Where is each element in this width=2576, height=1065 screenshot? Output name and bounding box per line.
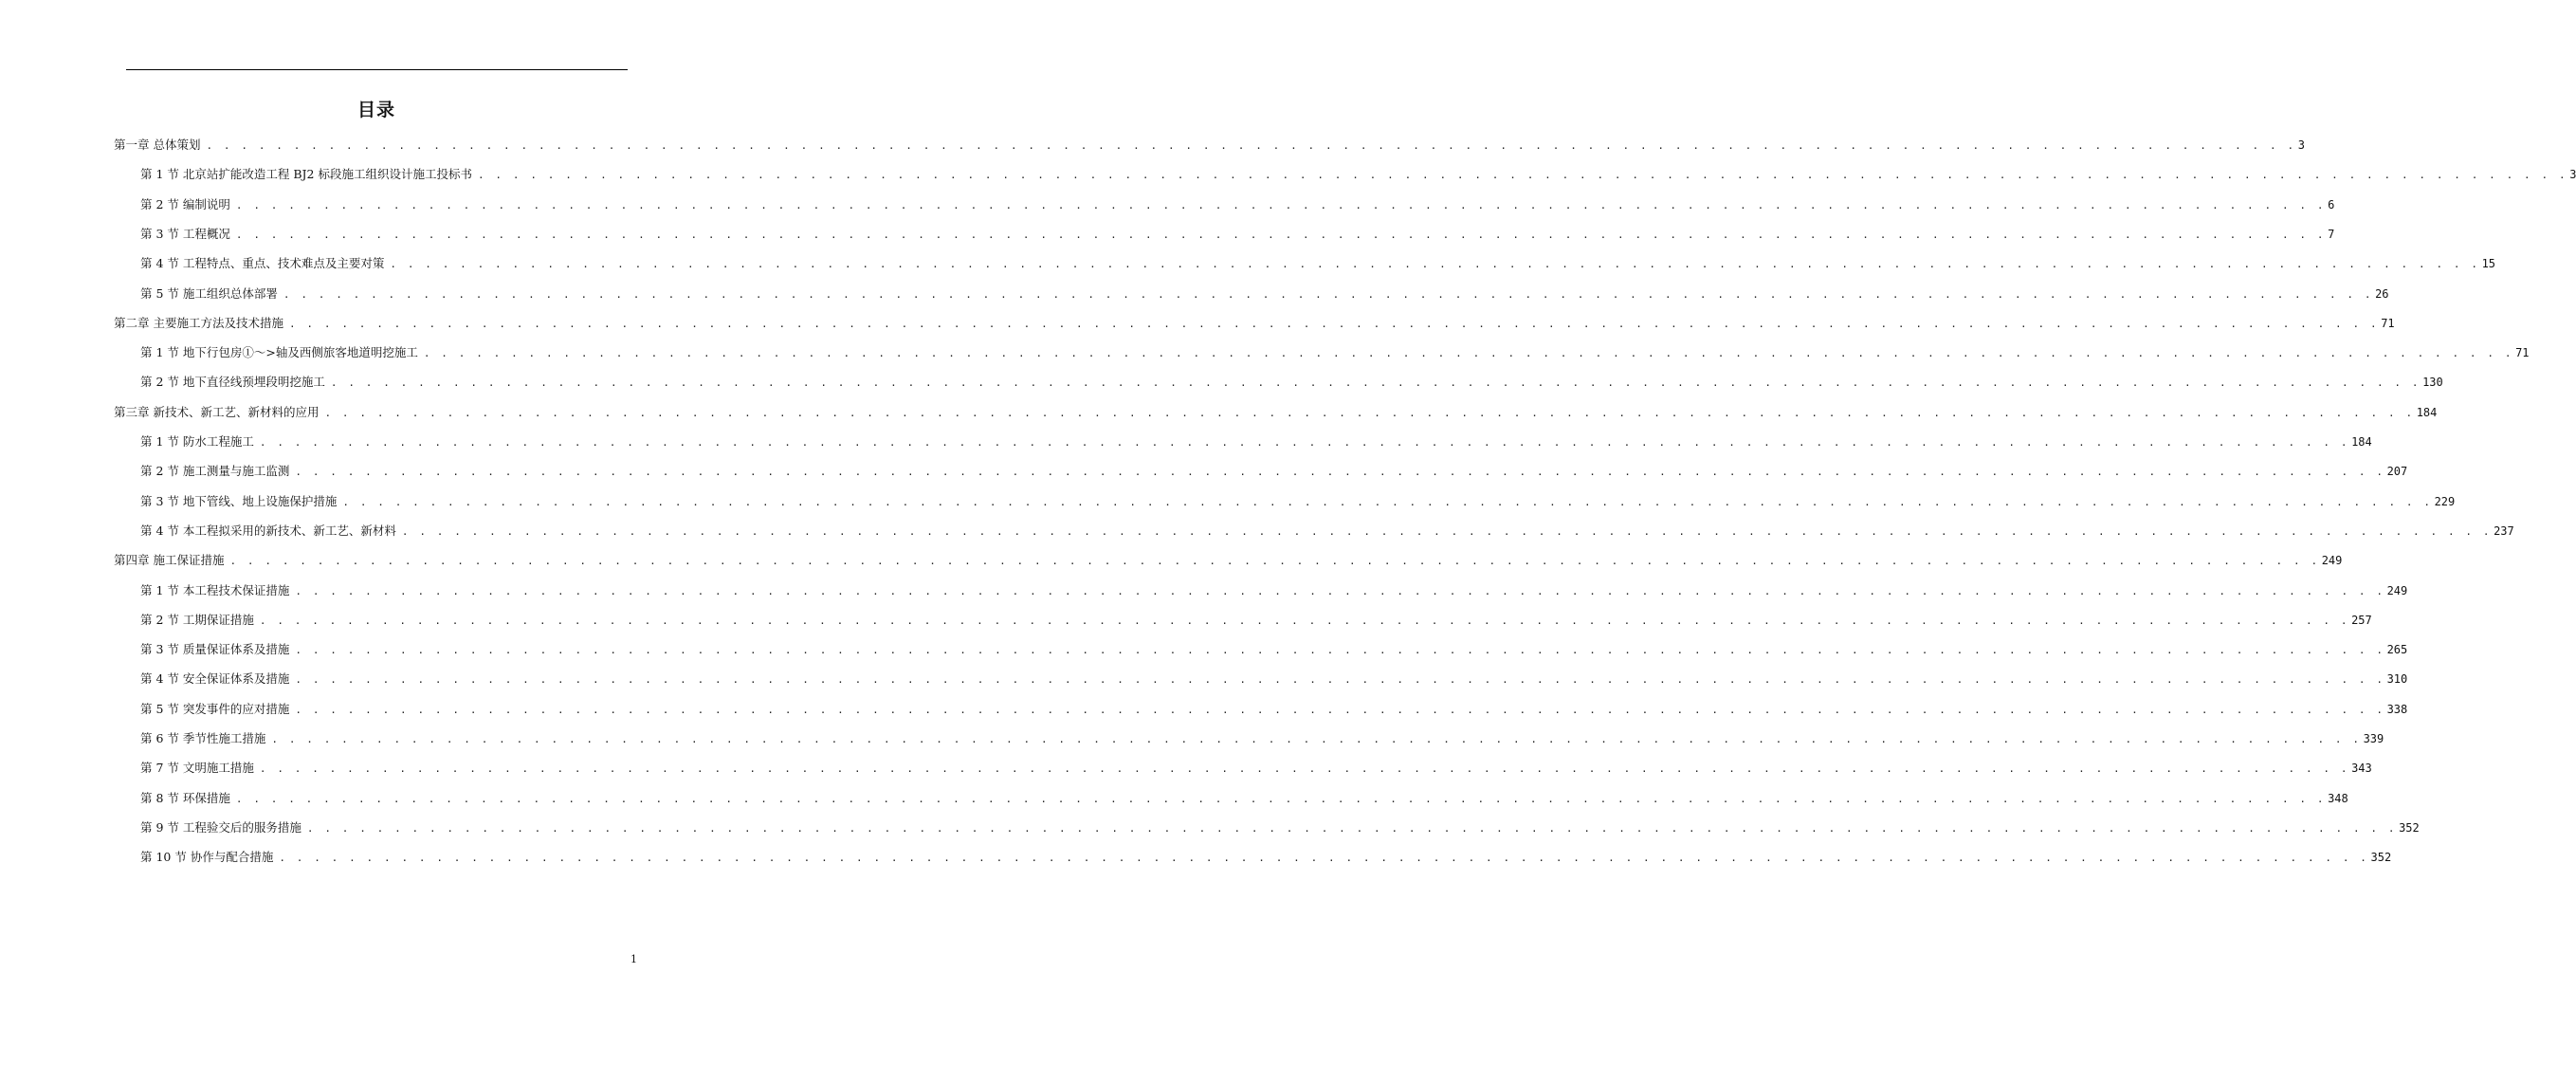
toc-entry-label: 第 1 节 本工程技术保证措施 (140, 582, 290, 597)
toc-entry-page: 237 (2494, 523, 2514, 538)
toc-chapter-entry[interactable] (114, 315, 2395, 332)
toc-section-entry[interactable] (140, 226, 2335, 243)
toc-section-entry[interactable] (140, 701, 2408, 718)
toc-entry-page: 229 (2434, 494, 2456, 508)
toc-section-entry[interactable] (140, 849, 2392, 866)
toc-dot-leader: . . . . . . . . . . . . . . . . . . . . . . . . . . . . . . . . . . . . . . . . . . . . . . . . . . . . . . . . . . . . . . . . . . . . . . . . . . . . . . . . . . . . . . . . . . . . . . . . . . . . . . . . . . . . . . . . . . . . . . . . (324, 406, 2415, 419)
toc-dot-leader: . . . . . . . . . . . . . . . . . . . . . . . . . . . . . . . . . . . . . . . . . . . . . . . . . . . . . . . . . . . . . . . . . . . . . . . . . . . . . . . . . . . . . . . . . . . . . . . . . . . . . . . . . . . . . . . . . . . . . . . . (330, 376, 2421, 390)
toc-title: 目录 (356, 100, 395, 120)
toc-dot-leader: . . . . . . . . . . . . . . . . . . . . . . . . . . . . . . . . . . . . . . . . . . . . . . . . . . . . . . . . . . . . . . . . . . . . . . . . . . . . . . . . . . . . . . . . . . . . . . . . . . . . . . . . . . . . . . . . . . . . . . . . (295, 673, 2385, 687)
toc-entry-page: 130 (2422, 376, 2443, 390)
toc-entry-page: 207 (2386, 465, 2408, 479)
toc-entry-page: 352 (2399, 820, 2420, 835)
toc-entry-page: 71 (2381, 316, 2395, 330)
toc-entry-label: 第 6 节 季节性施工措施 (140, 731, 266, 745)
toc-dot-leader: . . . . . . . . . . . . . . . . . . . . . . . . . . . . . . . . . . . . . . . . . . . . . . . . . . . . . . . . . . . . . . . . . . . . . . . . . . . . . . . . . . . . . . . . . . . . . . . . . . . . . . . . . . . . . . . . . . . . . . . . (259, 436, 2350, 449)
toc-entry-page: 352 (2370, 851, 2392, 865)
toc-section-entry[interactable] (140, 374, 2443, 391)
toc-entry-page: 249 (2321, 554, 2343, 568)
toc-dot-leader: . . . . . . . . . . . . . . . . . . . . . . . . . . . . . . . . . . . . . . . . . . . . . . . . . . . . . . . . . . . . . . . . . . . . . . . . . . . . . . . . . . . . . . . . . . . . . . . . . . . . . . . . . . . . . . . . . . . . . . . . (259, 762, 2350, 776)
toc-section-entry[interactable] (140, 523, 2514, 540)
toc-entry-label: 第二章 主要施工方法及技术措施 (114, 315, 283, 330)
toc-dot-leader: . . . . . . . . . . . . . . . . . . . . . . . . . . . . . . . . . . . . . . . . . . . . . . . . . . . . . . . . . . . . . . . . . . . . . . . . . . . . . . . . . . . . . . . . . . . . . . . . . . . . . . . . . . . . . . . . . . . . . . . . (271, 733, 2362, 745)
toc-chapter-entry[interactable] (114, 137, 2305, 154)
toc-entry-label: 第四章 施工保证措施 (114, 553, 225, 568)
toc-entry-label: 第 3 节 地下管线、地上设施保护措施 (140, 493, 338, 508)
toc-entry-page: 310 (2386, 672, 2408, 687)
toc-dot-leader: . . . . . . . . . . . . . . . . . . . . . . . . . . . . . . . . . . . . . . . . . . . . . . . . . . . . . . . . . . . . . . . . . . . . . . . . . . . . . . . . . . . . . . . . . . . . . . . . . . . . . . . . . . . . . . . . . . . . . . . . (342, 495, 2433, 508)
toc-entry-page: 338 (2386, 702, 2408, 716)
toc-entry-label: 第 3 节 工程概况 (140, 226, 230, 241)
toc-entry-label: 第 4 节 工程特点、重点、技术难点及主要对策 (140, 256, 385, 271)
toc-entry-label: 第 3 节 质量保证体系及措施 (140, 642, 290, 657)
toc-entry-label: 第 1 节 地下行包房①～>轴及西侧旅客地道明挖施工 (140, 345, 418, 360)
toc-entry-page: 15 (2481, 257, 2496, 271)
toc-dot-leader: . . . . . . . . . . . . . . . . . . . . . . . . . . . . . . . . . . . . . . . . . . . . . . . . . . . . . . . . . . . . . . . . . . . . . . . . . . . . . . . . . . . . . . . . . . . . . . . . . . . . . . . . . . . . . . . . . . . . . . . . (295, 644, 2385, 657)
toc-dot-leader: . . . . . . . . . . . . . . . . . . . . . . . . . . . . . . . . . . . . . . . . . . . . . . . . . . . . . . . . . . . . . . . . . . . . . . . . . . . . . . . . . . . . . . . . . . . . . . . . . . . . . . . . . . . . . . . . . . . . . . . . (235, 198, 2327, 211)
toc-entry-label: 第 10 节 协作与配合措施 (140, 850, 274, 865)
toc-section-entry[interactable] (140, 790, 2348, 807)
header-rule (126, 69, 628, 70)
toc-section-entry[interactable] (140, 463, 2408, 480)
toc-chapter-entry[interactable] (114, 404, 2438, 421)
toc-entry-label: 第 7 节 文明施工措施 (140, 761, 254, 776)
toc-entry-label: 第 5 节 施工组织总体部署 (140, 285, 278, 301)
toc-entry-label: 第 4 节 本工程拟采用的新技术、新工艺、新材料 (140, 523, 396, 538)
toc-entry-page: 249 (2386, 583, 2408, 597)
toc-dot-leader: . . . . . . . . . . . . . . . . . . . . . . . . . . . . . . . . . . . . . . . . . . . . . . . . . . . . . . . . . . . . . . . . . . . . . . . . . . . . . . . . . . . . . . . . . . . . . . . . . . . . . . . . . . . . . . . . . . . . . . . . (235, 792, 2327, 805)
toc-section-entry[interactable] (140, 670, 2408, 688)
toc-section-entry[interactable] (140, 433, 2372, 450)
toc-entry-label: 第 1 节 北京站扩能改造工程 BJ2 标段施工组织设计施工投标书 (140, 167, 472, 182)
toc-dot-leader: . . . . . . . . . . . . . . . . . . . . . . . . . . . . . . . . . . . . . . . . . . . . . . . . . . . . . . . . . . . . . . . . . . . . . . . . . . . . . . . . . . . . . . . . . . . . . . . . . . . . . . . . . . . . . . . . . . . . . . . . (401, 524, 2493, 538)
toc-dot-leader: . . . . . . . . . . . . . . . . . . . . . . . . . . . . . . . . . . . . . . . . . . . . . . . . . . . . . . . . . . . . . . . . . . . . . . . . . . . . . . . . . . . . . . . . . . . . . . . . . . . . . . . . . . . . . . . . . . . . . . . . (295, 703, 2385, 716)
toc-entry-label: 第一章 总体策划 (114, 138, 201, 152)
toc-entry-label: 第 4 节 安全保证体系及措施 (140, 671, 290, 687)
toc-section-entry[interactable] (140, 255, 2496, 272)
toc-dot-leader: . . . . . . . . . . . . . . . . . . . . . . . . . . . . . . . . . . . . . . . . . . . . . . . . . . . . . . . . . . . . . . . . . . . . . . . . . . . . . . . . . . . . . . . . . . . . . . . . . . . . . . . . . . . . . . . . . . . . . . . . (423, 347, 2514, 360)
toc-entry-label: 第 2 节 施工测量与施工监测 (140, 464, 290, 479)
toc-section-entry[interactable] (140, 760, 2372, 777)
toc-section-entry[interactable] (140, 344, 2530, 361)
toc-section-entry[interactable] (140, 285, 2389, 303)
toc-dot-leader: . . . . . . . . . . . . . . . . . . . . . . . . . . . . . . . . . . . . . . . . . . . . . . . . . . . . . . . . . . . . . . . . . . . . . . . . . . . . . . . . . . . . . . . . . . . . . . . . . . . . . . . . . . . . . . . . . . . . . . . . (390, 258, 2480, 271)
toc-section-entry[interactable] (140, 166, 2576, 183)
toc-entry-page: 257 (2351, 613, 2372, 627)
toc-entry-label: 第三章 新技术、新工艺、新材料的应用 (114, 404, 320, 419)
toc-entry-page: 3 (2569, 168, 2576, 182)
toc-dot-leader: . . . . . . . . . . . . . . . . . . . . . . . . . . . . . . . . . . . . . . . . . . . . . . . . . . . . . . . . . . . . . . . . . . . . . . . . . . . . . . . . . . . . . . . . . . . . . . . . . . . . . . . . . . . . . . . . . . . . . . . . (295, 466, 2385, 479)
toc-entry-label: 第 9 节 工程验交后的服务措施 (140, 819, 301, 835)
toc-entry-page: 184 (2416, 405, 2438, 419)
toc-entry-page: 6 (2328, 197, 2335, 211)
toc-entry-page: 184 (2351, 435, 2372, 449)
toc-entry-page: 26 (2375, 286, 2389, 301)
toc-dot-leader: . . . . . . . . . . . . . . . . . . . . . . . . . . . . . . . . . . . . . . . . . . . . . . . . . . . . . . . . . . . . . . . . . . . . . . . . . . . . . . . . . . . . . . . . . . . . . . . . . . . . . . . . . . . . . . . . . . . . . . . . (283, 287, 2374, 301)
toc-dot-leader: . . . . . . . . . . . . . . . . . . . . . . . . . . . . . . . . . . . . . . . . . . . . . . . . . . . . . . . . . . . . . . . . . . . . . . . . . . . . . . . . . . . . . . . . . . . . . . . . . . . . . . . . . . . . . . . . . . . . . . . . (206, 139, 2296, 152)
toc-dot-leader: . . . . . . . . . . . . . . . . . . . . . . . . . . . . . . . . . . . . . . . . . . . . . . . . . . . . . . . . . . . . . . . . . . . . . . . . . . . . . . . . . . . . . . . . . . . . . . . . . . . . . . . . . . . . . . . . . . . . . . . . (279, 852, 2369, 865)
toc-entry-page: 343 (2351, 762, 2372, 776)
toc-entry-page: 348 (2328, 791, 2348, 805)
toc-entry-page: 3 (2297, 138, 2305, 152)
toc-dot-leader: . . . . . . . . . . . . . . . . . . . . . . . . . . . . . . . . . . . . . . . . . . . . . . . . . . . . . . . . . . . . . . . . . . . . . . . . . . . . . . . . . . . . . . . . . . . . . . . . . . . . . . . . . . . . . . . . . . . . . . . . (235, 228, 2327, 241)
toc-section-entry[interactable] (140, 730, 2384, 747)
toc-dot-leader: . . . . . . . . . . . . . . . . . . . . . . . . . . . . . . . . . . . . . . . . . . . . . . . . . . . . . . . . . . . . . . . . . . . . . . . . . . . . . . . . . . . . . . . . . . . . . . . . . . . . . . . . . . . . . . . . . . . . . . . . (295, 584, 2385, 597)
toc-entry-label: 第 2 节 编制说明 (140, 196, 230, 211)
toc-entry-label: 第 8 节 环保措施 (140, 790, 230, 805)
toc-entry-label: 第 1 节 防水工程施工 (140, 434, 254, 449)
toc-entry-page: 339 (2363, 732, 2384, 745)
toc-dot-leader: . . . . . . . . . . . . . . . . . . . . . . . . . . . . . . . . . . . . . . . . . . . . . . . . . . . . . . . . . . . . . . . . . . . . . . . . . . . . . . . . . . . . . . . . . . . . . . . . . . . . . . . . . . . . . . . . . . . . . . . . (259, 614, 2350, 627)
toc-section-entry[interactable] (140, 641, 2408, 658)
toc-entry-label: 第 2 节 地下直径线预埋段明挖施工 (140, 375, 325, 390)
toc-dot-leader: . . . . . . . . . . . . . . . . . . . . . . . . . . . . . . . . . . . . . . . . . . . . . . . . . . . . . . . . . . . . . . . . . . . . . . . . . . . . . . . . . . . . . . . . . . . . . . . . . . . . . . . . . . . . . . . . . . . . . . . . (288, 317, 2380, 330)
toc-section-entry[interactable] (140, 582, 2408, 599)
toc-dot-leader: . . . . . . . . . . . . . . . . . . . . . . . . . . . . . . . . . . . . . . . . . . . . . . . . . . . . . . . . . . . . . . . . . . . . . . . . . . . . . . . . . . . . . . . . . . . . . . . . . . . . . . . . . . . . . . . . . . . . . . . . (477, 169, 2568, 182)
toc-entry-page: 265 (2386, 643, 2408, 657)
toc-section-entry[interactable] (140, 196, 2335, 213)
toc-section-entry[interactable] (140, 819, 2420, 836)
toc-section-entry[interactable] (140, 493, 2456, 510)
page-number: 1 (630, 953, 637, 965)
toc-entry-label: 第 5 节 突发事件的应对措施 (140, 701, 290, 716)
toc-dot-leader: . . . . . . . . . . . . . . . . . . . . . . . . . . . . . . . . . . . . . . . . . . . . . . . . . . . . . . . . . . . . . . . . . . . . . . . . . . . . . . . . . . . . . . . . . . . . . . . . . . . . . . . . . . . . . . . . . . . . . . . . (229, 555, 2320, 568)
toc-entry-page: 7 (2328, 227, 2335, 241)
toc-entry-page: 71 (2515, 346, 2530, 360)
toc-dot-leader: . . . . . . . . . . . . . . . . . . . . . . . . . . . . . . . . . . . . . . . . . . . . . . . . . . . . . . . . . . . . . . . . . . . . . . . . . . . . . . . . . . . . . . . . . . . . . . . . . . . . . . . . . . . . . . . . . . . . . . . . (306, 821, 2398, 835)
toc-entry-label: 第 2 节 工期保证措施 (140, 612, 254, 627)
toc-section-entry[interactable] (140, 612, 2372, 629)
toc-chapter-entry[interactable] (114, 552, 2343, 569)
